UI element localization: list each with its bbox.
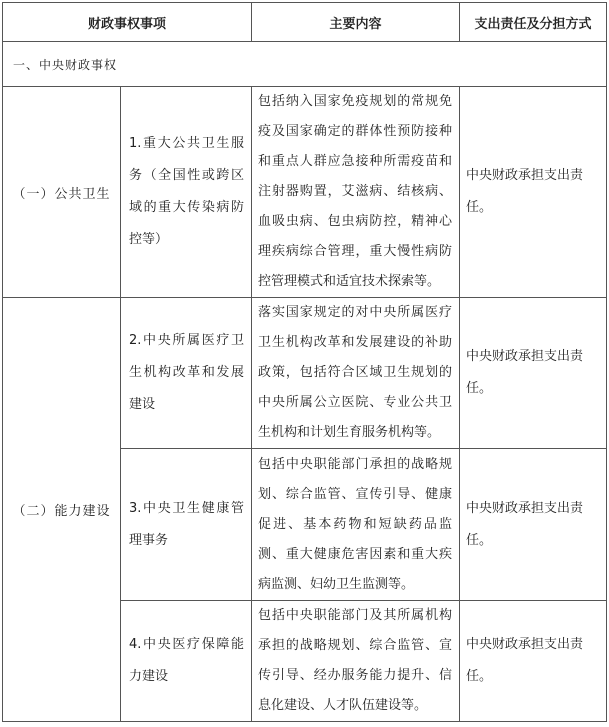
responsibility-cell: 中央财政承担支出责任。 bbox=[460, 298, 607, 449]
category-capacity-building: （二）能力建设 bbox=[3, 298, 121, 722]
item-cell: 1.重大公共卫生服务（全国性或跨区域的重大传染病防控等） bbox=[121, 87, 252, 298]
responsibility-cell: 中央财政承担支出责任。 bbox=[460, 601, 607, 722]
content-cell: 包括中央职能部门及其所属机构承担的战略规划、综合监管、宣传引导、经办服务能力提升、信息化建设、人才队伍建设等。 bbox=[252, 601, 460, 722]
table-row bbox=[3, 87, 607, 298]
header-fiscal-item: 财政事权事项 bbox=[3, 3, 252, 42]
content-cell: 包括纳入国家免疫规划的常规免疫及国家确定的群体性预防接种和重点人群应急接种所需疫苗和注射器购置，艾滋病、结核病、血吸虫病、包虫病防控，精神心理疾病综合管理，重大慢性病防控管理模式和适宜技术探索等。 bbox=[252, 87, 460, 298]
table-row bbox=[3, 298, 607, 449]
section-row bbox=[3, 42, 607, 87]
item-cell: 4.中央医疗保障能力建设 bbox=[121, 601, 252, 722]
responsibility-cell: 中央财政承担支出责任。 bbox=[460, 87, 607, 298]
responsibility-cell: 中央财政承担支出责任。 bbox=[460, 449, 607, 601]
category-public-health: （一）公共卫生 bbox=[3, 87, 121, 298]
section-label: 一、中央财政事权 bbox=[3, 42, 607, 87]
header-responsibility: 支出责任及分担方式 bbox=[460, 3, 607, 42]
content-cell: 包括中央职能部门承担的战略规划、综合监管、宣传引导、健康促进、基本药物和短缺药品监测、重大健康危害因素和重大疾病监测、妇幼卫生监测等。 bbox=[252, 449, 460, 601]
item-cell: 3.中央卫生健康管理事务 bbox=[121, 449, 252, 601]
header-row bbox=[3, 3, 607, 42]
header-main-content: 主要内容 bbox=[252, 3, 460, 42]
item-cell: 2.中央所属医疗卫生机构改革和发展建设 bbox=[121, 298, 252, 449]
fiscal-responsibility-table bbox=[2, 2, 607, 722]
content-cell: 落实国家规定的对中央所属医疗卫生机构改革和发展建设的补助政策，包括符合区域卫生规划的中央所属公立医院、专业公共卫生机构和计划生育服务机构等。 bbox=[252, 298, 460, 449]
